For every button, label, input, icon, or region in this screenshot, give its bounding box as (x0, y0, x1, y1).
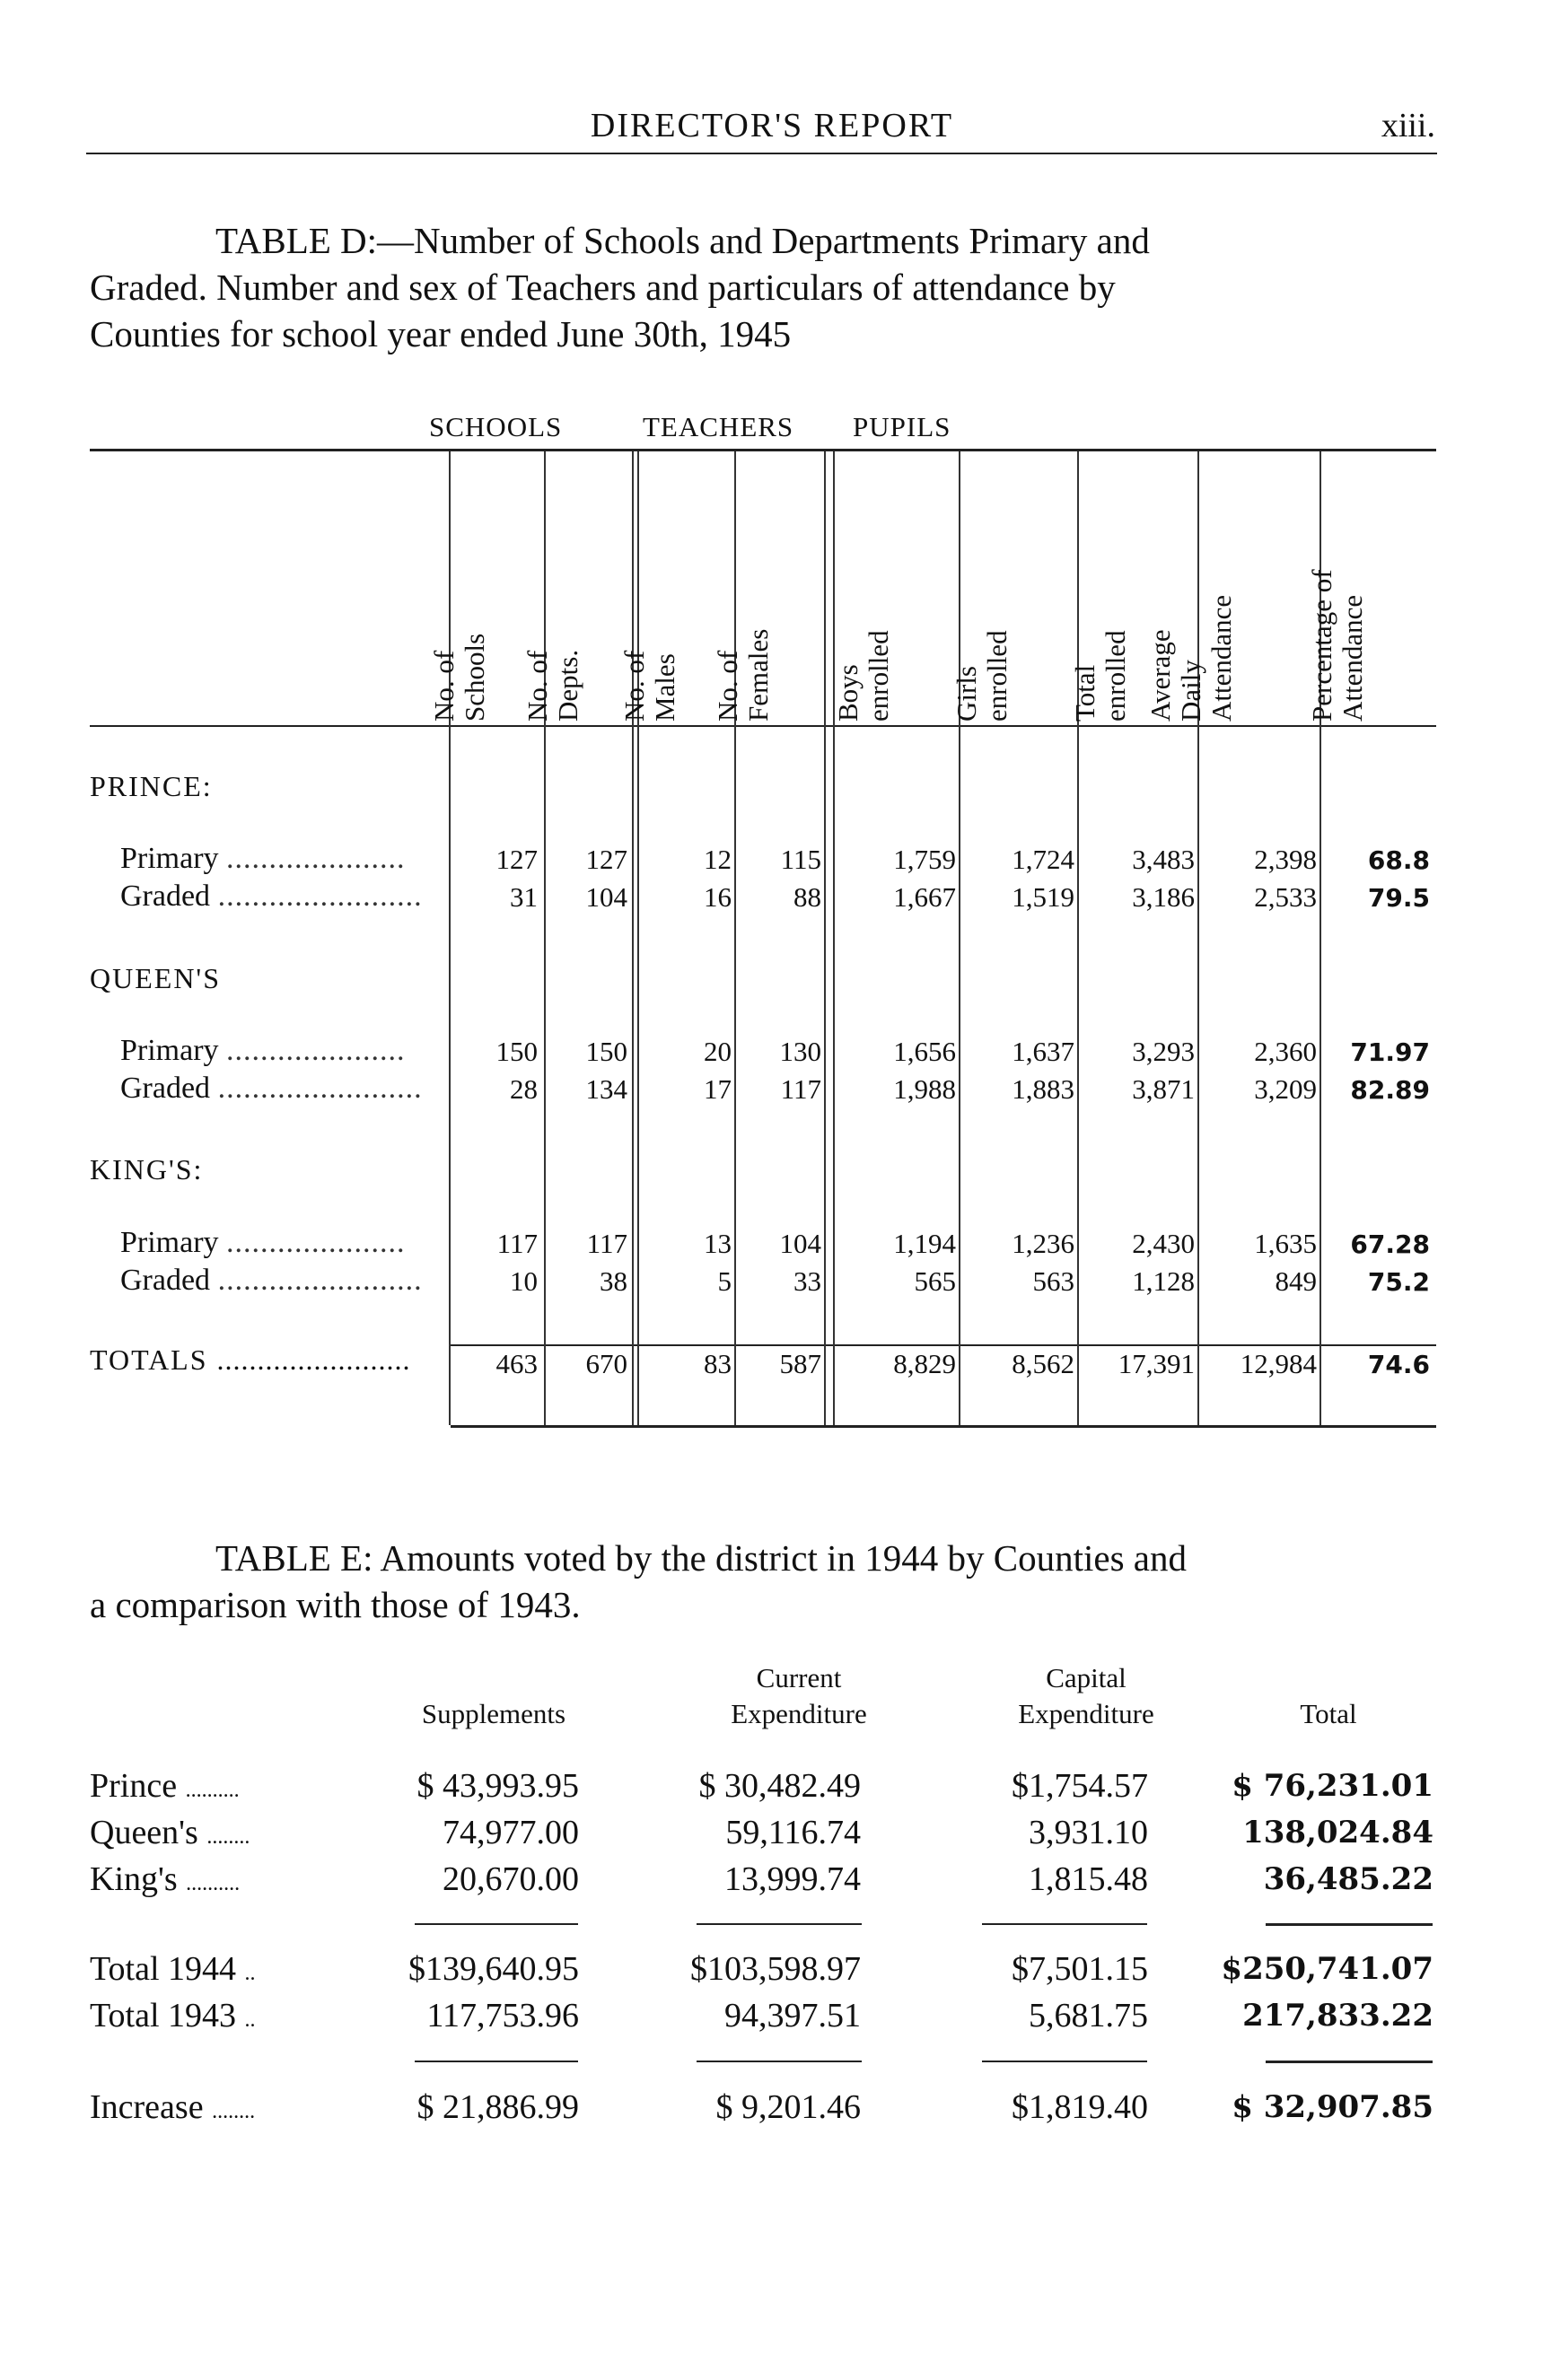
column-heading-percentage (1306, 451, 1368, 722)
row-label-increase: Increase ........ (90, 2088, 256, 2126)
amount-cell: 74,977.00 (443, 1814, 579, 1851)
row-label-text: Graded (120, 1072, 211, 1105)
table-d-top-rule (90, 449, 1436, 451)
amount-cell: $ 43,993.95 (416, 1767, 579, 1805)
column-heading-label: No. of Females (712, 628, 774, 722)
table-e-caption-line: a comparison with those of 1943. (90, 1584, 581, 1625)
column-heading-females (712, 451, 774, 722)
table-cell: 150 (585, 1036, 627, 1067)
header-rule (86, 153, 1437, 154)
table-cell: 2,398 (1254, 844, 1317, 875)
table-cell: 33 (793, 1265, 821, 1297)
table-cell: 1,759 (893, 844, 956, 875)
table-d-header-rule (90, 725, 1436, 727)
row-label-prince-primary: Primary ..................... (120, 842, 406, 875)
section-label-queens: QUEEN'S (90, 962, 221, 994)
table-cell: 75.2 (1367, 1267, 1430, 1297)
column-heading-line: Total (1300, 1698, 1357, 1729)
column-heading-line: Expenditure (1018, 1698, 1154, 1729)
column-rule (824, 451, 826, 1425)
table-d-caption-line: Graded. Number and sex of Teachers and particulars of attendance by (90, 267, 1116, 308)
table-cell: 104 (779, 1228, 821, 1259)
table-cell: 1,194 (893, 1228, 956, 1259)
table-cell: 38 (600, 1265, 627, 1297)
column-heading-boys (832, 451, 894, 722)
amount-cell: 1,815.48 (1029, 1860, 1148, 1898)
table-cell: 68.8 (1367, 845, 1430, 875)
amount-cell: 5,681.75 (1029, 1997, 1148, 2034)
amount-cell: 94,397.51 (724, 1997, 861, 2034)
table-cell: 563 (1032, 1265, 1074, 1297)
table-cell: 31 (510, 881, 538, 913)
sum-rule (982, 2061, 1147, 2062)
amount-cell: $139,640.95 (408, 1950, 579, 1988)
row-label-text: Total 1943 (90, 1997, 237, 2034)
table-cell: 1,635 (1254, 1228, 1317, 1259)
row-label-kings: King's .......... (90, 1860, 241, 1898)
totals-label: TOTALS ........................ (90, 1343, 411, 1376)
amount-cell: $ 9,201.46 (715, 2088, 861, 2126)
column-heading-label: Total enrolled (1069, 630, 1131, 722)
totals-cell: 8,829 (893, 1348, 956, 1379)
totals-cell: 17,391 (1118, 1348, 1195, 1379)
table-cell: 3,871 (1132, 1073, 1195, 1105)
table-d-caption-line: Counties for school year ended June 30th, 1945 (90, 313, 792, 354)
table-cell: 134 (585, 1073, 627, 1105)
table-cell: 104 (585, 881, 627, 913)
table-cell: 3,209 (1254, 1073, 1317, 1105)
amount-cell: 36,485.22 (1263, 1861, 1433, 1897)
table-cell: 117 (586, 1228, 627, 1259)
table-cell: 71.97 (1350, 1037, 1430, 1067)
amount-cell: $ 76,231.01 (1232, 1768, 1433, 1804)
row-label-text: Primary (120, 1034, 219, 1067)
table-cell: 1,637 (1012, 1036, 1074, 1067)
row-label-queens-primary: Primary ..................... (120, 1034, 406, 1067)
totals-cell: 74.6 (1367, 1350, 1430, 1379)
column-heading-line: Supplements (421, 1698, 566, 1729)
table-cell: 117 (496, 1228, 538, 1259)
totals-cell: 83 (704, 1348, 732, 1379)
table-cell: 16 (704, 881, 732, 913)
table-cell: 1,724 (1012, 844, 1074, 875)
row-label-kings-graded: Graded ........................ (120, 1264, 423, 1297)
column-heading-label: Percentage of Attendance (1306, 569, 1368, 722)
table-cell: 1,236 (1012, 1228, 1074, 1259)
totals-label-text: TOTALS (90, 1343, 208, 1376)
table-cell: 1,128 (1132, 1265, 1195, 1297)
table-cell: 67.28 (1350, 1229, 1430, 1259)
row-label-total-1943: Total 1943 .. (90, 1997, 256, 2034)
sum-rule (982, 1923, 1147, 1925)
table-cell: 28 (510, 1073, 538, 1105)
table-cell: 5 (717, 1265, 732, 1297)
row-label-text: Graded (120, 1264, 211, 1297)
table-cell: 849 (1275, 1265, 1317, 1297)
table-e-caption (90, 1535, 1436, 1628)
column-heading-line: Current (756, 1662, 842, 1693)
table-d-caption (90, 217, 1436, 357)
totals-cell: 670 (585, 1348, 627, 1379)
column-heading-current (682, 1660, 916, 1732)
amount-cell: $ 21,886.99 (416, 2088, 579, 2126)
table-cell: 82.89 (1350, 1075, 1430, 1105)
column-heading-label: No. of Schools (428, 633, 490, 722)
table-cell: 3,186 (1132, 881, 1195, 913)
amount-cell: 20,670.00 (443, 1860, 579, 1898)
amount-cell: 59,116.74 (725, 1814, 861, 1851)
column-heading-total (1069, 451, 1131, 722)
table-cell: 1,656 (893, 1036, 956, 1067)
column-heading-capital (969, 1660, 1203, 1732)
section-label-prince: PRINCE: (90, 770, 213, 802)
column-heading-line: Expenditure (731, 1698, 867, 1729)
table-cell: 1,667 (893, 881, 956, 913)
column-heading-total (1239, 1696, 1418, 1732)
table-cell: 10 (510, 1265, 538, 1297)
amount-cell: 13,999.74 (724, 1860, 861, 1898)
sum-rule (697, 1923, 862, 1925)
row-label-prince: Prince .......... (90, 1767, 240, 1805)
amount-cell: 138,024.84 (1242, 1815, 1433, 1851)
column-heading-supplements (377, 1696, 610, 1732)
sum-rule (1266, 1923, 1433, 1926)
table-cell: 130 (779, 1036, 821, 1067)
amount-cell: $250,741.07 (1221, 1951, 1433, 1987)
table-cell: 20 (704, 1036, 732, 1067)
row-label-text: King's (90, 1860, 178, 1898)
row-label-total-1944: Total 1944 .. (90, 1950, 256, 1988)
row-label-queens-graded: Graded ........................ (120, 1072, 423, 1105)
row-label-kings-primary: Primary ..................... (120, 1226, 406, 1259)
table-cell: 2,360 (1254, 1036, 1317, 1067)
table-cell: 117 (780, 1073, 821, 1105)
row-label-text: Increase (90, 2088, 204, 2126)
table-cell: 3,293 (1132, 1036, 1195, 1067)
table-cell: 565 (914, 1265, 956, 1297)
table-cell: 17 (704, 1073, 732, 1105)
running-title: DIRECTOR'S REPORT (590, 107, 954, 144)
row-label-text: Graded (120, 879, 211, 913)
row-label-queens: Queen's ........ (90, 1814, 250, 1851)
table-cell: 13 (704, 1228, 732, 1259)
table-cell: 115 (780, 844, 821, 875)
column-heading-label: No. of Depts. (522, 649, 583, 722)
column-heading-label: Boys enrolled (832, 630, 894, 722)
column-heading-average (1144, 451, 1237, 722)
totals-cell: 12,984 (1240, 1348, 1317, 1379)
sum-rule (415, 1923, 578, 1925)
section-label-kings: KING'S: (90, 1153, 204, 1186)
table-cell: 2,533 (1254, 881, 1317, 913)
page-number: xiii. (1381, 107, 1435, 144)
totals-cell: 8,562 (1012, 1348, 1074, 1379)
amount-cell: $1,819.40 (1012, 2088, 1148, 2126)
table-cell: 127 (495, 844, 538, 875)
column-heading-males (618, 451, 680, 722)
table-d-caption-line: TABLE D:—Number of Schools and Departments Primary and (215, 220, 1150, 261)
group-heading-teachers: TEACHERS (643, 411, 794, 442)
group-heading-pupils: PUPILS (853, 411, 951, 442)
amount-cell: $7,501.15 (1012, 1950, 1148, 1988)
table-cell: 12 (704, 844, 732, 875)
row-label-text: Primary (120, 1226, 219, 1259)
column-heading-label: Average Daily Attendance (1144, 594, 1237, 722)
column-heading-label: Girls enrolled (951, 630, 1013, 722)
table-cell: 127 (585, 844, 627, 875)
table-cell: 1,883 (1012, 1073, 1074, 1105)
sum-rule (697, 2061, 862, 2062)
table-cell: 1,988 (893, 1073, 956, 1105)
totals-cell: 587 (779, 1348, 821, 1379)
table-cell: 150 (495, 1036, 538, 1067)
amount-cell: 117,753.96 (426, 1997, 579, 2034)
row-label-text: Prince (90, 1767, 178, 1805)
sum-rule (1266, 2061, 1433, 2063)
amount-cell: $103,598.97 (690, 1950, 861, 1988)
row-label-prince-graded: Graded ........................ (120, 879, 423, 913)
amount-cell: $ 30,482.49 (698, 1767, 861, 1805)
table-d-bottom-rule (451, 1425, 1436, 1428)
table-cell: 2,430 (1132, 1228, 1195, 1259)
table-cell: 3,483 (1132, 844, 1195, 875)
totals-cell: 463 (495, 1348, 538, 1379)
amount-cell: 217,833.22 (1242, 1998, 1433, 2034)
row-label-text: Queen's (90, 1814, 198, 1851)
row-label-text: Total 1944 (90, 1950, 237, 1988)
column-heading-label: No. of Males (618, 650, 680, 722)
table-cell: 88 (793, 881, 821, 913)
table-cell: 79.5 (1367, 883, 1430, 913)
column-heading-line: Capital (1046, 1662, 1127, 1693)
amount-cell: $ 32,907.85 (1232, 2089, 1433, 2125)
column-heading-girls (951, 451, 1013, 722)
amount-cell: 3,931.10 (1029, 1814, 1148, 1851)
table-d-totals-rule (451, 1344, 1436, 1346)
table-e-caption-line: TABLE E: Amounts voted by the district in 1944 by Counties and (215, 1537, 1187, 1579)
column-heading-depts (522, 451, 583, 722)
table-cell: 1,519 (1012, 881, 1074, 913)
sum-rule (415, 2061, 578, 2062)
row-label-text: Primary (120, 842, 219, 875)
column-heading-schools (428, 451, 490, 722)
group-heading-schools: SCHOOLS (429, 411, 563, 442)
amount-cell: $1,754.57 (1012, 1767, 1148, 1805)
